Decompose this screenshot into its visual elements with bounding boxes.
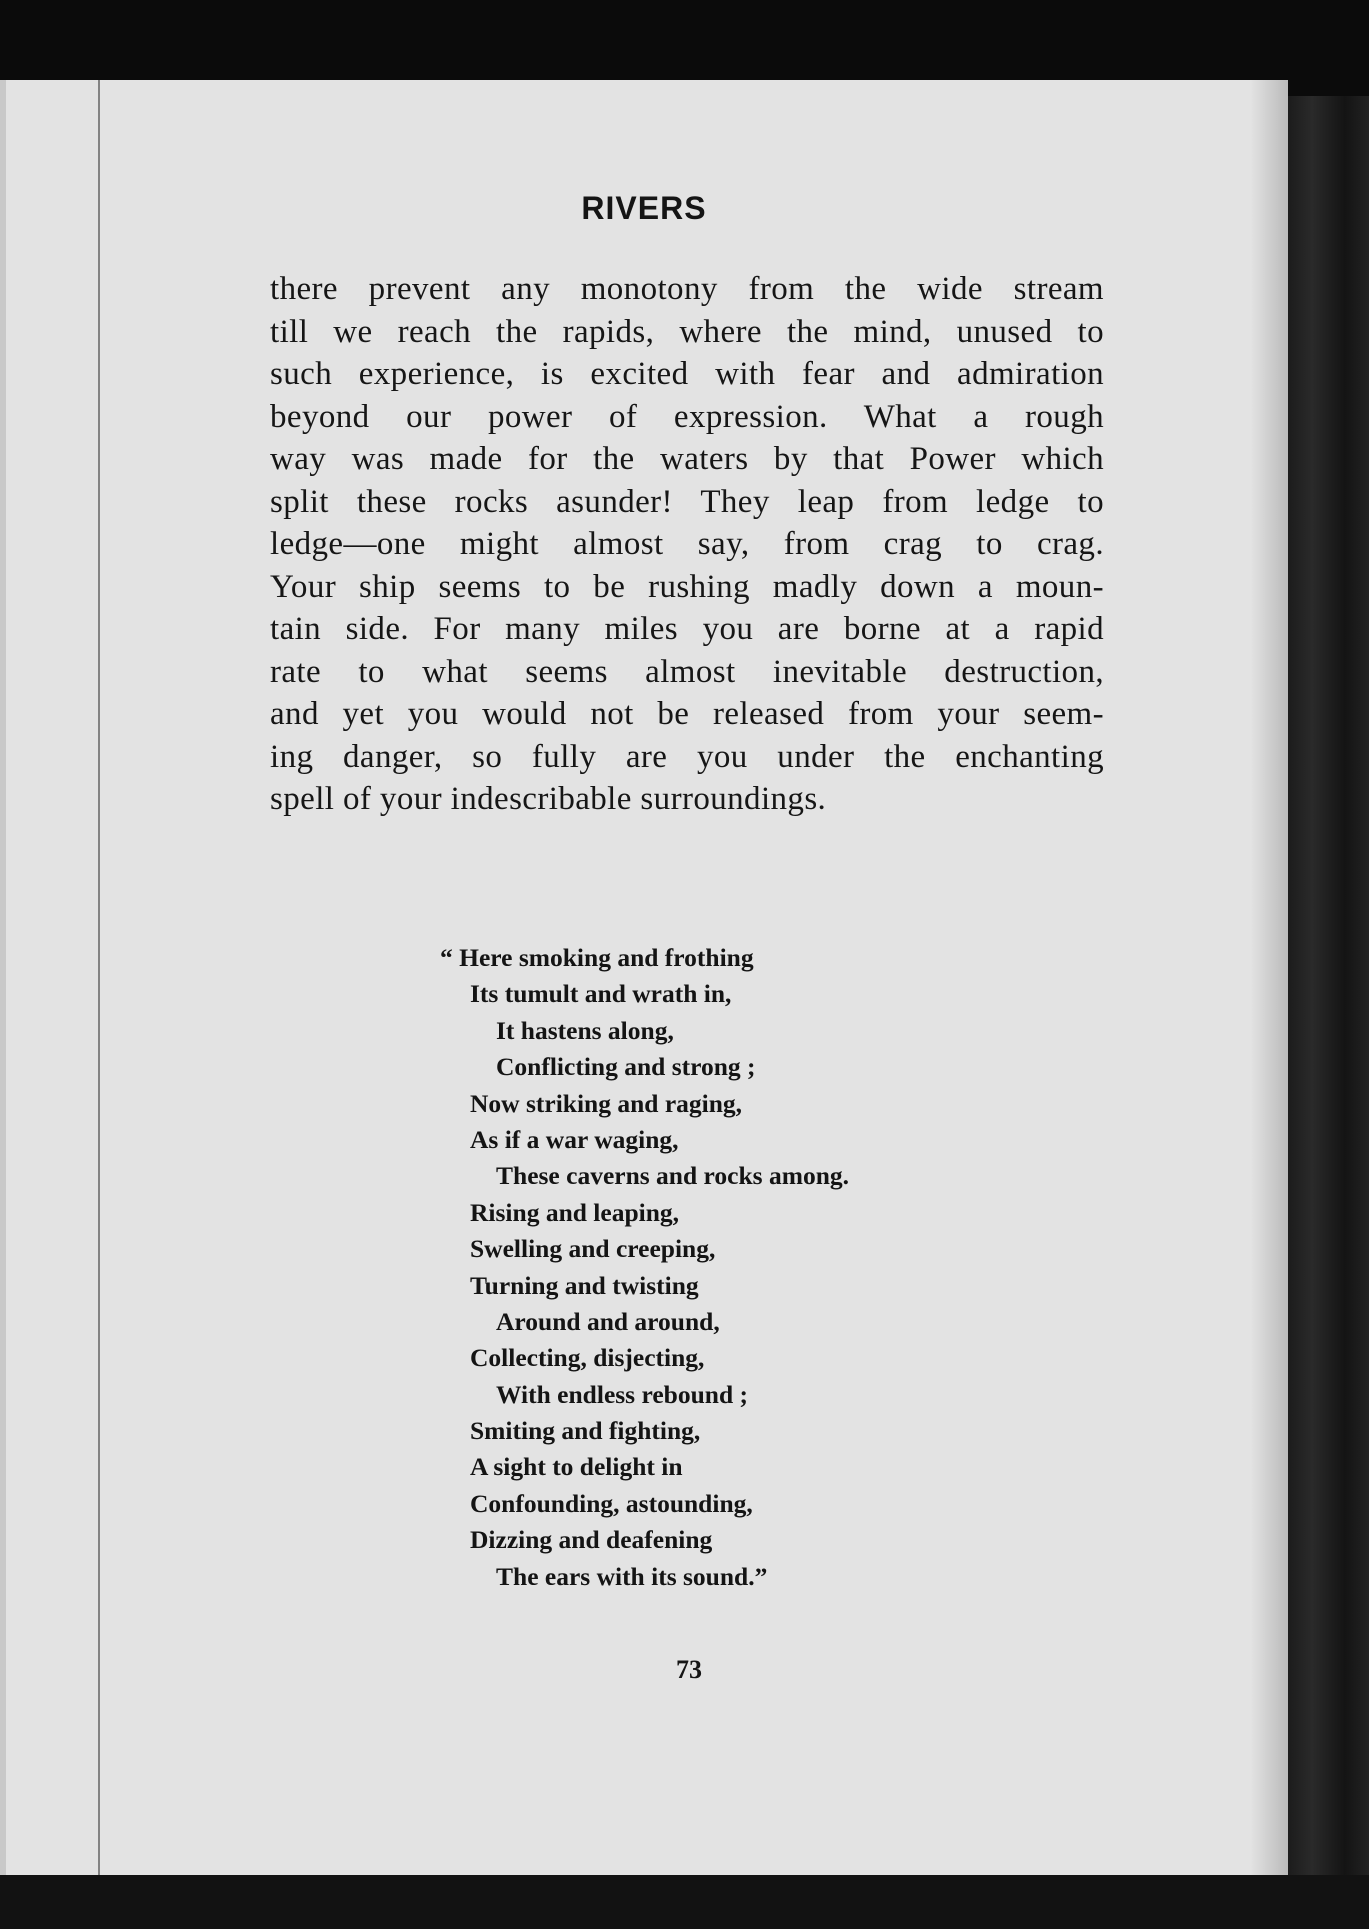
poem-line: Turning and twisting xyxy=(470,1270,699,1300)
poem-quotation xyxy=(440,940,850,1595)
poem-line: It hastens along, xyxy=(496,1015,674,1045)
prose-line: ledge—one might almost say, from crag to crag. xyxy=(270,526,1104,562)
prose-line: Your ship seems to be rushing madly down a moun- xyxy=(270,568,1104,605)
prose-line: spell of your indescribable surroundings. xyxy=(270,781,827,817)
prose-line: such experience, is excited with fear and admiration xyxy=(270,356,1104,392)
poem-line: Swelling and creeping, xyxy=(470,1234,716,1264)
prose-line: there prevent any monotony from the wide stream xyxy=(270,271,1104,307)
poem-line: These caverns and rocks among. xyxy=(496,1161,850,1191)
gutter-line xyxy=(98,80,100,1875)
poem-line: Dizzing and deafening xyxy=(470,1525,713,1555)
prose-line: tain side. For many miles you are borne at a rapid xyxy=(270,611,1104,647)
prose-line: beyond our power of expression. What a rough xyxy=(270,398,1104,435)
prose-line: ing danger, so fully are you under the enchanting xyxy=(270,738,1104,775)
poem-line: A sight to delight in xyxy=(470,1452,683,1482)
poem-line: Conflicting and strong ; xyxy=(496,1052,756,1082)
poem-line: As if a war waging, xyxy=(470,1124,679,1154)
page-curve-shade xyxy=(1250,80,1288,1875)
prose-line: split these rocks asunder! They leap from ledge to xyxy=(270,483,1104,520)
poem-line: “ Here smoking and frothing xyxy=(440,943,754,972)
book-spine-shadow xyxy=(1288,96,1369,1875)
poem-line: Rising and leaping, xyxy=(470,1197,680,1227)
page-number: 73 xyxy=(676,1655,702,1684)
bottom-edge-shadow xyxy=(0,1875,1369,1929)
prose-line: rate to what seems almost inevitable destruction, xyxy=(270,653,1104,690)
prose-line: way was made for the waters by that Power which xyxy=(270,441,1104,477)
prose-paragraph xyxy=(270,268,1104,821)
poem-line: Collecting, disjecting, xyxy=(470,1343,705,1373)
poem-line: Now striking and raging, xyxy=(470,1088,743,1118)
poem-line: Smiting and fighting, xyxy=(470,1416,701,1446)
poem-line: Its tumult and wrath in, xyxy=(470,979,732,1009)
poem-line: Around and around, xyxy=(496,1306,720,1336)
poem-line: The ears with its sound.” xyxy=(496,1561,768,1591)
prose-line: and yet you would not be released from your seem- xyxy=(270,696,1104,732)
running-head: RIVERS xyxy=(581,190,707,226)
poem-line: Confounding, astounding, xyxy=(470,1488,753,1518)
poem-line: With endless rebound ; xyxy=(496,1379,748,1409)
prose-line: till we reach the rapids, where the mind, unused to xyxy=(270,313,1104,350)
